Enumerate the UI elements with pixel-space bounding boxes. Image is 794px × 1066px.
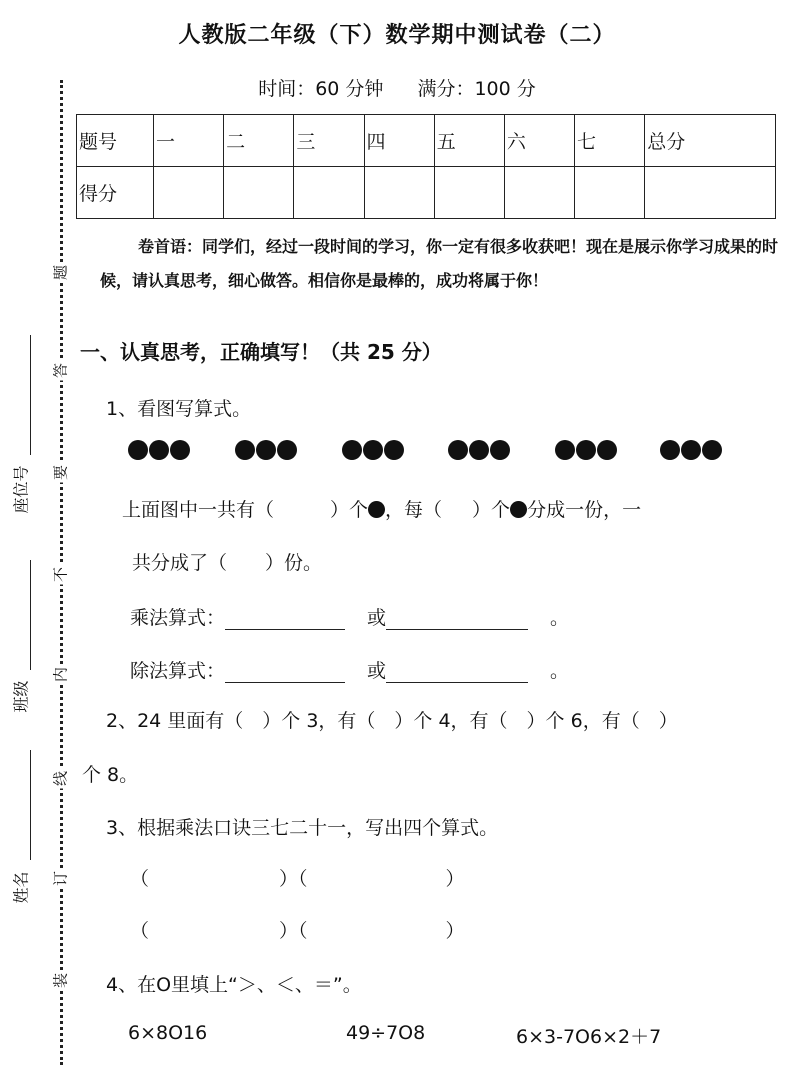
division-blank-1[interactable] bbox=[225, 682, 345, 683]
table-cell: 七 bbox=[575, 115, 645, 167]
dot bbox=[490, 440, 510, 460]
exam-info bbox=[0, 74, 794, 101]
question-2-line-1: 2、24 里面有（ ）个 3，有（ ）个 4，有（ ）个 6，有（ ） bbox=[106, 710, 678, 732]
dot bbox=[256, 440, 276, 460]
division-label: 除法算式： bbox=[130, 660, 226, 682]
comparison-item[interactable]: 6×8O16 bbox=[128, 1022, 208, 1044]
multiplication-blank-1[interactable] bbox=[225, 629, 345, 630]
intro-text: 卷首语：同学们，经过一段时间的学习，你一定有很多收获吧！现在是展示你学习成果的时候，请认真思考，细心做答。相信你是最棒的，成功将属于你！ bbox=[100, 237, 779, 290]
table-cell: 题号 bbox=[77, 115, 154, 167]
comparison-item[interactable]: 6×3-7O6×2＋7 bbox=[516, 1026, 662, 1048]
seat-number-line[interactable] bbox=[30, 335, 31, 455]
name-line[interactable] bbox=[30, 750, 31, 860]
dot bbox=[128, 440, 148, 460]
score-input-cell[interactable] bbox=[434, 167, 504, 219]
question-1-title: 1、看图写算式。 bbox=[106, 398, 252, 420]
q1-text-b: ）个 bbox=[330, 499, 369, 521]
binding-char: 线 bbox=[50, 769, 71, 789]
dot bbox=[384, 440, 404, 460]
q1-text-a: 上面图中一共有（ bbox=[122, 499, 275, 521]
question-1-line-2: 共分成了（ ）份。 bbox=[132, 552, 323, 574]
score-input-cell[interactable] bbox=[504, 167, 574, 219]
black-dot-icon bbox=[510, 501, 527, 518]
dot-group bbox=[555, 440, 618, 468]
paren: ）（ bbox=[279, 868, 308, 890]
dot bbox=[448, 440, 468, 460]
q1-text-e: 分成一份，一 bbox=[527, 499, 642, 521]
dot-group bbox=[660, 440, 723, 468]
q1-text-c: ，每（ bbox=[385, 499, 443, 521]
binding-char: 内 bbox=[50, 665, 71, 685]
score-input-cell[interactable] bbox=[364, 167, 434, 219]
dot bbox=[235, 440, 255, 460]
binding-char: 不 bbox=[50, 565, 71, 585]
question-3-title: 3、根据乘法口诀三七二十一，写出四个算式。 bbox=[106, 817, 499, 839]
full-marks: 满分：100 分 bbox=[417, 78, 536, 100]
dot-group bbox=[128, 440, 191, 468]
table-cell: 六 bbox=[504, 115, 574, 167]
table-cell: 五 bbox=[434, 115, 504, 167]
paren: （ bbox=[130, 868, 150, 890]
dot bbox=[576, 440, 596, 460]
binding-char: 要 bbox=[50, 463, 71, 483]
question-3-row-2 bbox=[130, 916, 465, 943]
binding-char: 答 bbox=[50, 361, 71, 381]
dot bbox=[469, 440, 489, 460]
score-input-cell[interactable] bbox=[294, 167, 364, 219]
comparison-item[interactable]: 49÷7O8 bbox=[346, 1022, 426, 1044]
multiplication-row bbox=[130, 603, 569, 630]
paren: （ bbox=[130, 920, 150, 942]
class-line[interactable] bbox=[30, 560, 31, 670]
dot-group bbox=[448, 440, 511, 468]
question-3-row-1 bbox=[130, 864, 465, 891]
table-cell: 四 bbox=[364, 115, 434, 167]
question-1-line-1 bbox=[122, 495, 641, 522]
score-table-score-row bbox=[77, 167, 776, 219]
question-4-items bbox=[0, 1022, 794, 1052]
dot bbox=[660, 440, 680, 460]
question-4-title: 4、在O里填上“＞、＜、＝”。 bbox=[106, 974, 362, 996]
division-row bbox=[130, 656, 569, 683]
score-input-cell[interactable] bbox=[224, 167, 294, 219]
dot bbox=[170, 440, 190, 460]
score-input-cell[interactable] bbox=[154, 167, 224, 219]
dot-group bbox=[235, 440, 298, 468]
time-limit: 时间：60 分钟 bbox=[258, 78, 384, 100]
dot bbox=[363, 440, 383, 460]
table-cell: 三 bbox=[294, 115, 364, 167]
or-label: 或 bbox=[367, 607, 387, 629]
table-cell: 得分 bbox=[77, 167, 154, 219]
division-blank-2[interactable] bbox=[386, 682, 528, 683]
multiplication-label: 乘法算式： bbox=[130, 607, 226, 629]
q1-text-d: ）个 bbox=[472, 499, 511, 521]
seat-number-label: 座位号 bbox=[11, 465, 31, 514]
paren: ） bbox=[445, 920, 465, 942]
paren: ）（ bbox=[279, 920, 308, 942]
dot bbox=[342, 440, 362, 460]
paren: ） bbox=[445, 868, 465, 890]
score-table bbox=[76, 114, 776, 219]
or-label: 或 bbox=[367, 660, 387, 682]
score-input-cell[interactable] bbox=[575, 167, 645, 219]
black-dot-icon bbox=[368, 501, 385, 518]
dot bbox=[681, 440, 701, 460]
binding-char: 订 bbox=[50, 869, 71, 889]
exam-title: 人教版二年级（下）数学期中测试卷（二） bbox=[178, 23, 616, 48]
score-input-cell[interactable] bbox=[645, 167, 776, 219]
period: 。 bbox=[550, 607, 570, 629]
multiplication-blank-2[interactable] bbox=[386, 629, 528, 630]
dot-group bbox=[342, 440, 405, 468]
score-table-header-row bbox=[77, 115, 776, 167]
table-cell: 总分 bbox=[645, 115, 776, 167]
dot bbox=[597, 440, 617, 460]
class-label: 班级 bbox=[11, 680, 31, 713]
dot bbox=[555, 440, 575, 460]
dot bbox=[149, 440, 169, 460]
binding-char: 题 bbox=[50, 263, 71, 283]
name-label: 姓名 bbox=[11, 871, 31, 904]
dot-groups-figure bbox=[128, 440, 738, 470]
table-cell: 二 bbox=[224, 115, 294, 167]
period: 。 bbox=[550, 660, 570, 682]
section-heading: 一、认真思考，正确填写！（共 25 分） bbox=[80, 340, 442, 364]
dot bbox=[277, 440, 297, 460]
binding-char: 装 bbox=[50, 971, 71, 991]
dot bbox=[702, 440, 722, 460]
question-2-line-2: 个 8。 bbox=[82, 764, 139, 786]
table-cell: 一 bbox=[154, 115, 224, 167]
